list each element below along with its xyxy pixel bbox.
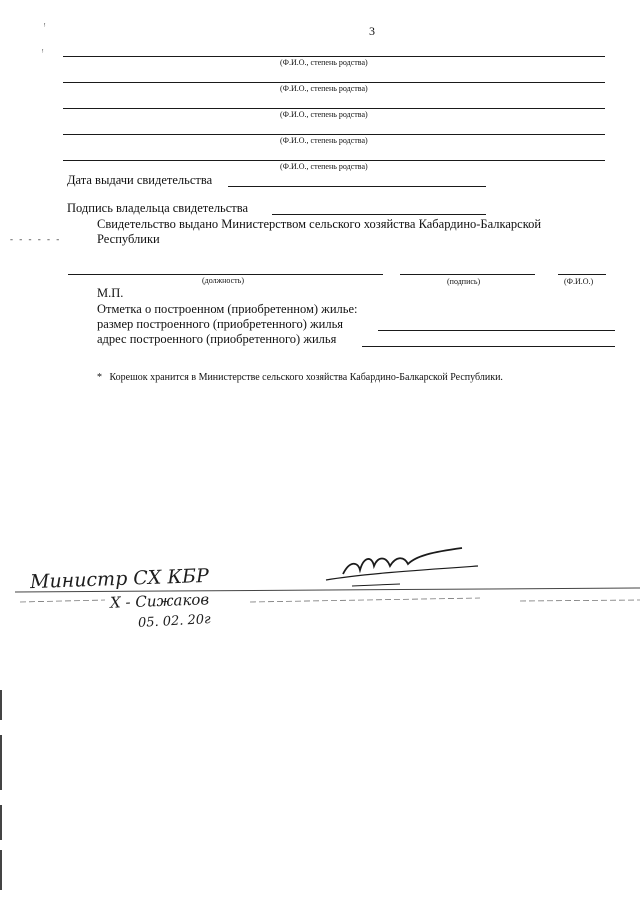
handwritten-line-1: Министр СХ КБР <box>29 564 210 594</box>
scan-mark: ᵎ <box>42 46 44 56</box>
signature-caption: (подпись) <box>447 277 481 286</box>
relative-caption-5: (Ф.И.О., степень родства) <box>280 162 368 171</box>
housing-size-label: размер построенного (приобретенного) жилья <box>97 317 344 331</box>
holder-signature-label: Подпись владельца свидетельства <box>67 201 249 215</box>
relative-caption-1: (Ф.И.О., степень родства) <box>280 58 368 67</box>
signature-stroke <box>352 584 400 586</box>
housing-heading: Отметка о построенном (приобретенном) жилье: <box>97 302 358 316</box>
stamp-label: М.П. <box>97 286 124 300</box>
footnote-marker: * <box>97 372 102 383</box>
name-caption: (Ф.И.О.) <box>564 277 594 286</box>
handwritten-line-2: Х - Сижаков <box>109 590 210 612</box>
relative-caption-2: (Ф.И.О., степень родства) <box>280 84 368 93</box>
signature-underline <box>326 566 478 580</box>
footnote-text: Корешок хранится в Министерстве сельского хозяйства Кабардино-Балкарской Республики. <box>109 372 503 383</box>
housing-address-label: адрес построенного (приобретенного) жилья <box>97 332 337 346</box>
relative-caption-3: (Ф.И.О., степень родства) <box>280 110 368 119</box>
handwritten-line-3: 05. 02. 20г <box>137 612 212 631</box>
relative-caption-4: (Ф.И.О., степень родства) <box>280 136 368 145</box>
position-caption: (должность) <box>202 276 244 285</box>
margin-dashes: - - - - - - <box>10 234 62 244</box>
issued-by-line-2: Республики <box>97 232 160 246</box>
issued-by-line-1: Свидетельство выдано Министерством сельского хозяйства Кабардино-Балкарской <box>97 217 542 231</box>
page-number: 3 <box>369 24 375 38</box>
issue-date-label: Дата выдачи свидетельства <box>67 173 213 187</box>
scan-mark: ᵎ <box>44 20 46 30</box>
official-signature <box>343 548 462 574</box>
